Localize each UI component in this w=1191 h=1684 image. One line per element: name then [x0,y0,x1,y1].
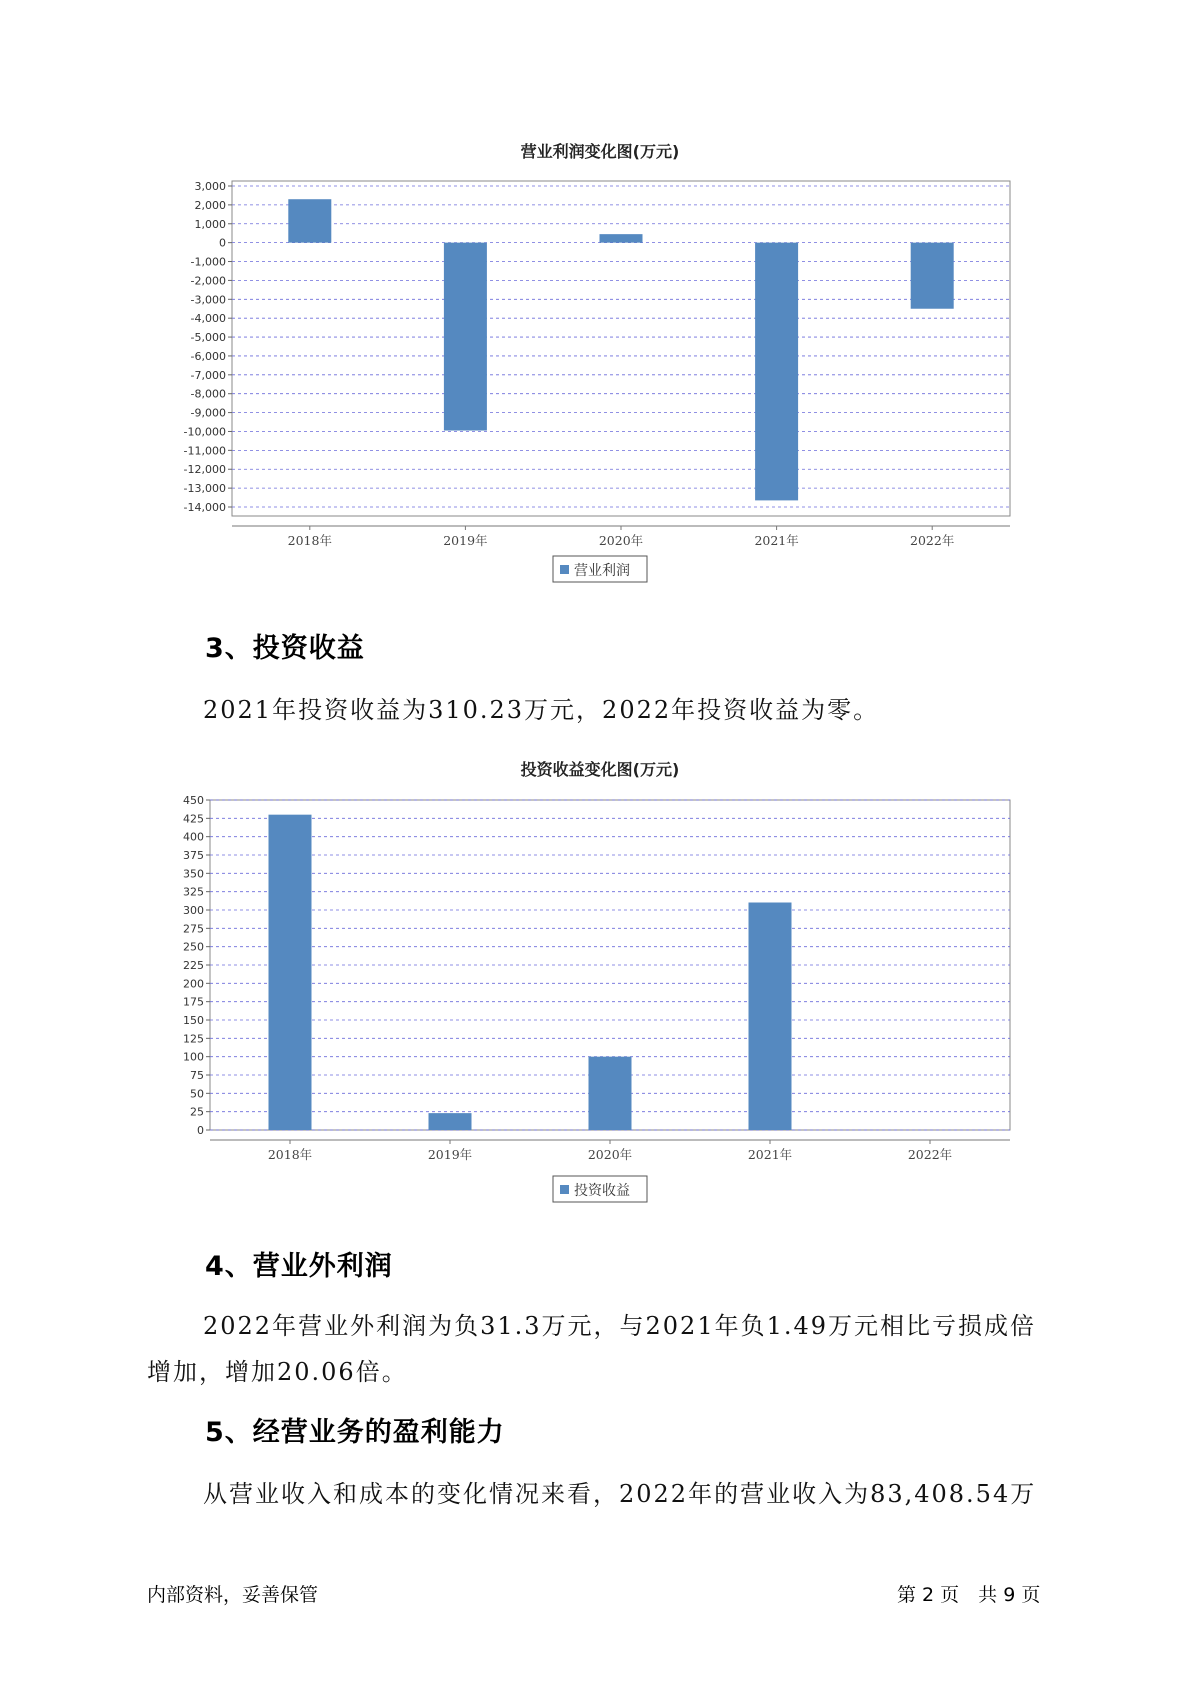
x-tick-label: 2020年 [587,1147,633,1162]
y-tick-label: 100 [183,1050,204,1064]
operating-profit-chart-svg [150,130,1050,590]
x-tick-label: 2019年 [443,533,488,548]
y-tick-label: 2,000 [194,198,226,212]
y-tick-label: 150 [183,1014,204,1027]
investment-income-chart-svg [150,748,1050,1208]
chart-title: 营业利润变化图(万元) [520,142,680,161]
chart-legend [553,556,647,582]
investment-income-chart [150,748,1050,1208]
bar-2018年 [288,199,331,242]
y-tick-label: 25 [190,1105,204,1119]
x-tick-label: 2019年 [427,1147,473,1162]
heading-non-operating-profit: 4、营业外利润 [205,1251,393,1282]
operating-profit-chart [150,130,1050,590]
footer-confidential: 内部资料，妥善保管 [147,1584,319,1606]
heading-investment-income: 3、投资收益 [205,633,365,664]
y-tick-label: -9,000 [190,406,226,420]
y-tick-label: 450 [183,794,204,807]
x-tick-label: 2020年 [598,533,644,548]
bar-2019年 [444,243,487,431]
para-business-profitability-line1: 从营业收入和成本的变化情况来看，2022年的营业收入为83,408.54万 [203,1480,1037,1508]
y-tick-label: 125 [183,1032,204,1046]
bar-2020年 [600,234,643,242]
bar-2018年 [269,815,312,1130]
para-non-operating-profit-line1: 2022年营业外利润为负31.3万元，与2021年负1.49万元相比亏损成倍 [203,1312,1037,1340]
legend-swatch [560,565,569,574]
x-tick-label: 2018年 [267,1147,313,1162]
y-tick-label: 200 [183,977,204,991]
para-non-operating-profit-line2: 增加，增加20.06倍。 [147,1358,408,1386]
y-tick-label: -6,000 [190,349,226,363]
y-tick-label: -7,000 [190,368,226,382]
y-tick-label: 425 [183,812,204,826]
y-tick-label: 0 [197,1124,204,1137]
y-tick-label: 225 [183,959,204,972]
chart-legend [553,1176,647,1202]
y-tick-label: -3,000 [190,293,226,307]
y-tick-label: 175 [183,995,204,1009]
y-tick-label: -13,000 [183,482,226,496]
y-tick-label: -2,000 [190,274,226,288]
x-tick-label: 2022年 [910,533,955,548]
footer-page-number: 第 2 页 共 9 页 [897,1584,1041,1606]
y-tick-label: 275 [183,922,204,936]
chart-title: 投资收益变化图(万元) [520,760,680,779]
y-tick-label: 325 [183,885,204,899]
y-tick-label: 3,000 [194,180,226,193]
x-tick-label: 2018年 [287,533,332,548]
plot-area [232,181,1010,516]
bar-2020年 [589,1057,632,1130]
bar-2021年 [749,902,792,1130]
legend-label: 投资收益 [574,1183,630,1199]
y-tick-label: -1,000 [190,255,226,269]
legend-swatch [560,1185,569,1194]
y-tick-label: -14,000 [183,501,226,514]
y-tick-label: 1,000 [194,217,226,231]
y-tick-label: -12,000 [183,463,226,477]
para-investment-income: 2021年投资收益为310.23万元，2022年投资收益为零。 [203,696,880,724]
x-tick-label: 2022年 [907,1147,953,1162]
y-tick-label: 375 [183,849,204,862]
y-tick-label: 350 [183,867,204,881]
x-tick-label: 2021年 [754,533,799,548]
y-tick-label: -11,000 [183,444,226,458]
heading-business-profitability: 5、经营业务的盈利能力 [205,1417,505,1448]
bar-2021年 [755,243,798,501]
y-tick-label: -8,000 [190,387,226,401]
y-tick-label: -5,000 [190,331,226,345]
y-tick-label: 75 [190,1069,204,1082]
x-tick-label: 2021年 [747,1147,793,1162]
y-tick-label: -4,000 [190,312,226,326]
bar-2022年 [911,243,954,309]
y-tick-label: 250 [183,940,204,954]
y-tick-label: 0 [219,236,226,250]
y-tick-label: 400 [183,830,204,844]
y-tick-label: 300 [183,904,204,917]
legend-label: 营业利润 [574,563,630,579]
y-tick-label: -10,000 [183,425,226,439]
y-tick-label: 50 [190,1087,204,1101]
bar-2019年 [429,1113,472,1130]
